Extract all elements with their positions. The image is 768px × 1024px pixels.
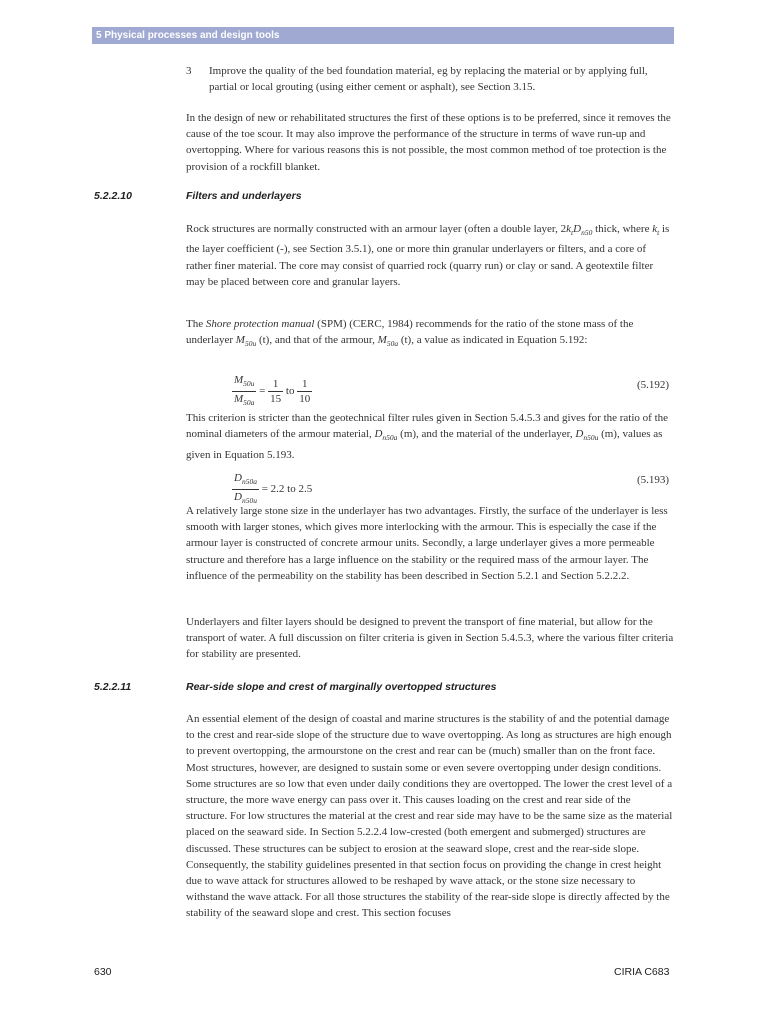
- section-number: 5.2.2.11: [94, 681, 132, 693]
- list-item-number: 3: [186, 65, 192, 77]
- equation-5-192: $\frac{M_{50u}}{M_{50a}}$ = $\frac{1}{15}$ to $\frac{1}{10}$: [232, 373, 312, 410]
- fraction-mass-ratio: $\frac{M_{50u}}{M_{50a}}$: [234, 374, 255, 408]
- list-item-text: Improve the quality of the bed foundation material, eg by replacing the material or by applying full, partial or local grouting (using either cement or asphalt), see Section 3.15.: [209, 65, 648, 94]
- fraction-one-fifteenth: $\frac{1}{15}$: [270, 378, 282, 406]
- publication-reference: CIRIA C683: [614, 966, 670, 978]
- section-title: Rear-side slope and crest of marginally overtopped structures: [186, 681, 497, 693]
- page-number: 630: [94, 966, 112, 978]
- equation-number: (5.192): [637, 379, 670, 391]
- fraction-diameter-ratio: $\frac{D_{n50a}}{D_{n50u}}$: [234, 472, 257, 506]
- paragraph-spm: The Shore protection manual (SPM) (CERC, 1984) recommends for the ratio of the stone mass of the underlayer $M_{50u}$ (t), and that of the armour, $M_{50a}$ (t), a value as indicated in Equation 5.192:: [186, 318, 634, 349]
- paragraph-intro: In the design of new or rehabilitated structures the first of these options is to be preferred, since it removes the cause of the toe scour. It may also improve the performance of the structure in terms of wave run-up and overtopping. Where for various reasons this is not possible, the most common method of toe protection is the provision of a rockfill blanket.: [186, 112, 671, 173]
- section-title: Filters and underlayers: [186, 190, 302, 202]
- paragraph-advantages: A relatively large stone size in the underlayer has two advantages. Firstly, the surface of the underlayer is less smooth with larger stones, which gives more interlocking with the armour. This is especially the case if the armour layer is constructed of concrete armour units. Secondly, a large underlayer gives a more permeable structure and therefore has a large influence on the stability or the required mass of the armour layer. The influence of the permeability on the stability has been described in Section 5.2.1 and Section 5.2.2.2.: [186, 505, 668, 582]
- paragraph-rear-side: An essential element of the design of coastal and marine structures is the stability of and the potential damage to the crest and rear-side slope of the structure due to wave overtopping. As long as structures are high enough to prevent overtopping, the armourstone on the crest and rear can be (much) smaller than on the front face. Most structures, however, are designed to sustain some or even severe overtopping under design conditions. Some structures are so low that even under daily conditions they are overtopped. The lower the crest level of a structure, the more wave energy can pass over it. This causes loading on the crest and rear side of the structure. For low structures the material at the crest and rear side may have to be the same size as the material placed on the seaward side. In Section 5.2.2.4 low-crested (both emergent and submerged) structures are discussed. These structures can be subject to erosion at the seaward slope, crest and the rear-side slope. Consequently, the stability guidelines presented in that section focus on providing the change in crest height due to wave attack for structures allowed to be reshaped by wave attack, or the stone size necessary to withstand the wave attack. For all those structures the stability of the rear-side slope is directly affected by the stability of the seaward slope and crest. This section focuses: [186, 713, 673, 920]
- paragraph-rock-structures: Rock structures are normally constructed with an armour layer (often a double layer, $2k_tD_{n50}$ thick, where $k_t$ is the layer coefficient (-), see Section 3.5.1), one or more thin granular underlayers or filters, and a core of rather finer material. The core may consist of quarried rock (quarry run) or clay or sand. A geotextile filter may be placed between core and granular layers.: [186, 223, 670, 288]
- equation-5-193: $\frac{D_{n50a}}{D_{n50u}}$ = 2.2 to 2.5: [232, 471, 312, 508]
- fraction-one-tenth: $\frac{1}{10}$: [299, 378, 311, 406]
- equation-number: (5.193): [637, 474, 670, 486]
- paragraph-filters: Underlayers and filter layers should be designed to prevent the transport of fine material, but allow for the transport of water. A full discussion on filter criteria is given in Section 5.4.5.3, where the various filter criteria for stability are presented.: [186, 616, 674, 661]
- section-number: 5.2.2.10: [94, 190, 132, 202]
- running-header: 5 Physical processes and design tools: [92, 27, 674, 44]
- paragraph-criterion: This criterion is stricter than the geotechnical filter rules given in Section 5.4.5.3 and gives for the ratio of the nominal diameters of the armour material, $D_{n50a}$ (m), and the material of the underlayer, $D_{n50u}$ (m), values as given in Equation 5.193.: [186, 412, 669, 461]
